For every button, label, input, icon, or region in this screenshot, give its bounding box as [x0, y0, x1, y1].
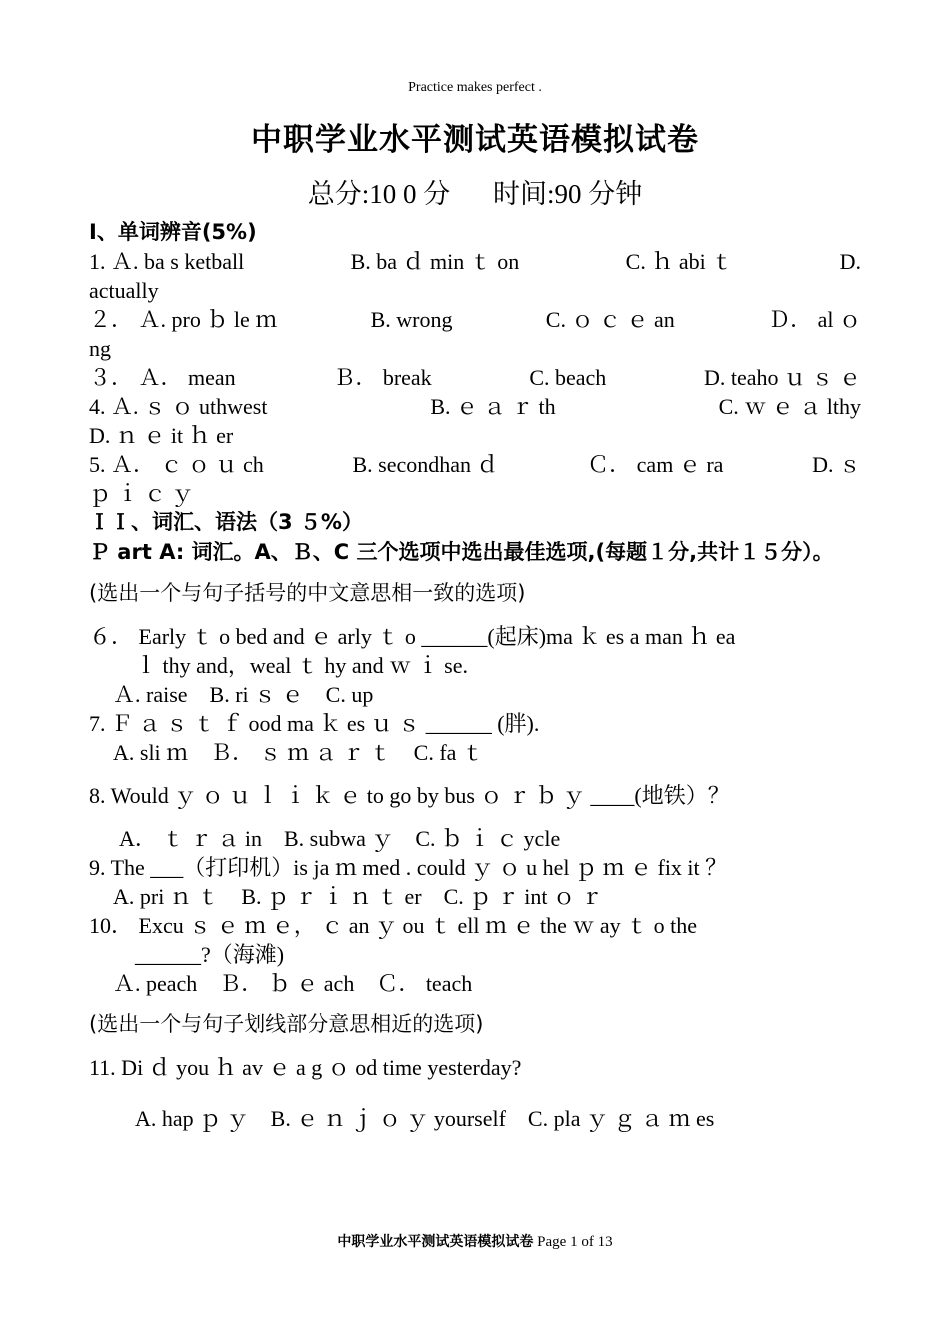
q10-continuation: ______?（海滩)	[135, 942, 285, 967]
header-note: Practice makes perfect .	[408, 80, 542, 95]
question-10: 10． Excu ｓ ｅ ｍ ｅ， ｃ an ｙ ou ｔ ell ｍ ｅ the ｗ ay ｔ o the	[89, 913, 697, 938]
q3-option-c: C. beach	[529, 365, 607, 390]
q11-options: A. hap ｐ ｙ B. ｅ ｎ ｊ ｏ ｙ yourself C. pla ｙ ｇ ａ ｍ es	[135, 1106, 715, 1131]
q1-option-d: D.	[839, 249, 861, 274]
q2-option-a: ２． Ａ. pro ｂ le ｍ	[89, 307, 278, 332]
question-2	[89, 305, 861, 334]
q6-continuation: ｌ thy and，weal ｔ hy and ｗ ｉ se.	[135, 653, 468, 678]
q2-option-d: Ｄ． al ｏ	[768, 307, 861, 332]
question-8: 8. Would ｙ ｏ ｕ ｌ ｉ ｋ ｅ to go by bus ｏ ｒ ｂ ｙ ____(地铁）？	[89, 783, 730, 808]
instruction-1: (选出一个与句子括号的中文意思相一致的选项)	[89, 581, 526, 605]
q2-continuation: ng	[89, 336, 111, 361]
q5-option-d: D. ｓ	[812, 452, 861, 477]
exam-body	[89, 218, 861, 1133]
q6-options: Ａ. raise B. ri ｓ ｅ C. up	[113, 682, 374, 707]
q5-option-a: 5. Ａ． ｃ ｏ ｕ ch	[89, 452, 264, 477]
page-title: 中职学业水平测试英语模拟试卷	[251, 122, 699, 158]
question-5	[89, 450, 861, 479]
q1-option-b: B. ba ｄ min ｔ on	[350, 249, 520, 274]
question-3	[89, 363, 861, 392]
q5-option-c: Ｃ． cam ｅ ra	[587, 452, 724, 477]
q1-option-c: C. ｈ abi ｔ	[625, 249, 734, 274]
q2-option-b: B. wrong	[370, 307, 453, 332]
question-9: 9. The ___（打印机）is ja ｍ med . could ｙ ｏ u hel ｐ ｍ ｅ fix it ？	[89, 855, 728, 880]
question-11: 11. Di ｄ you ｈ av ｅ a g ｏ od time yesterday?	[89, 1055, 522, 1080]
q4-option-c: C. ｗ ｅ ａ lthy	[718, 394, 861, 419]
section-2-heading: ＩＩ、词汇、语法（3 ５%）	[89, 510, 363, 534]
q1-option-a: 1. Ａ. ba s ketball	[89, 249, 245, 274]
footer-title: 中职学业水平测试英语模拟试卷	[337, 1234, 534, 1250]
question-1	[89, 247, 861, 276]
q2-option-c: C. ｏ ｃ ｅ an	[545, 307, 675, 332]
q1-continuation: actually	[89, 278, 159, 303]
page-footer	[0, 1231, 950, 1251]
q9-options: A. pri ｎ ｔ B. ｐ ｒ ｉ ｎ ｔ er C. ｐ ｒ int ｏ ｒ	[113, 884, 603, 909]
question-4	[89, 392, 861, 421]
question-6: ６． Early ｔ o bed and ｅ arly ｔ o ______(起床)ma ｋ es a man ｈ ea	[89, 624, 736, 649]
footer-page-number: Page 1 of 13	[537, 1234, 613, 1250]
q3-option-a: ３． Ａ． mean	[89, 365, 236, 390]
part-a-heading: Ｐ art A: 词汇。A、Ｂ、C 三个选项中选出最佳选项,(每题１分,共计１５分）。	[89, 540, 834, 564]
q4-option-b: B. ｅ ａ ｒ th	[430, 394, 556, 419]
q8-options: A． ｔ ｒ ａ in B. subwa ｙ C. ｂ ｉ ｃ ycle	[119, 826, 561, 851]
q7-options: A. sli ｍ Ｂ． ｓ ｍ ａ ｒ ｔ C. fa ｔ	[113, 740, 484, 765]
q10-options: Ａ. peach Ｂ． ｂ ｅ ach Ｃ． teach	[113, 971, 473, 996]
section-1-heading: I、单词辨音(5%)	[89, 220, 257, 244]
instruction-2: (选出一个与句子划线部分意思相近的选项)	[89, 1012, 484, 1036]
question-7: 7. Ｆ ａ ｓ ｔ ｆ ood ma ｋ es ｕ ｓ ______ (胖).	[89, 711, 540, 736]
time-limit: 时间:90 分钟	[493, 179, 643, 209]
q4-option-a: 4. Ａ. ｓ ｏ uthwest	[89, 394, 268, 419]
q3-option-d: D. teaho ｕ ｓ ｅ	[703, 365, 861, 390]
exam-meta	[0, 172, 950, 211]
q5-continuation: ｐ ｉ ｃ ｙ	[89, 481, 194, 506]
q3-option-b: Ｂ． break	[333, 365, 432, 390]
q5-option-b: B. secondhan ｄ	[352, 452, 499, 477]
q4-continuation: D. ｎ ｅ it ｈ er	[89, 423, 234, 448]
total-score: 总分:10 0 分	[307, 179, 451, 209]
